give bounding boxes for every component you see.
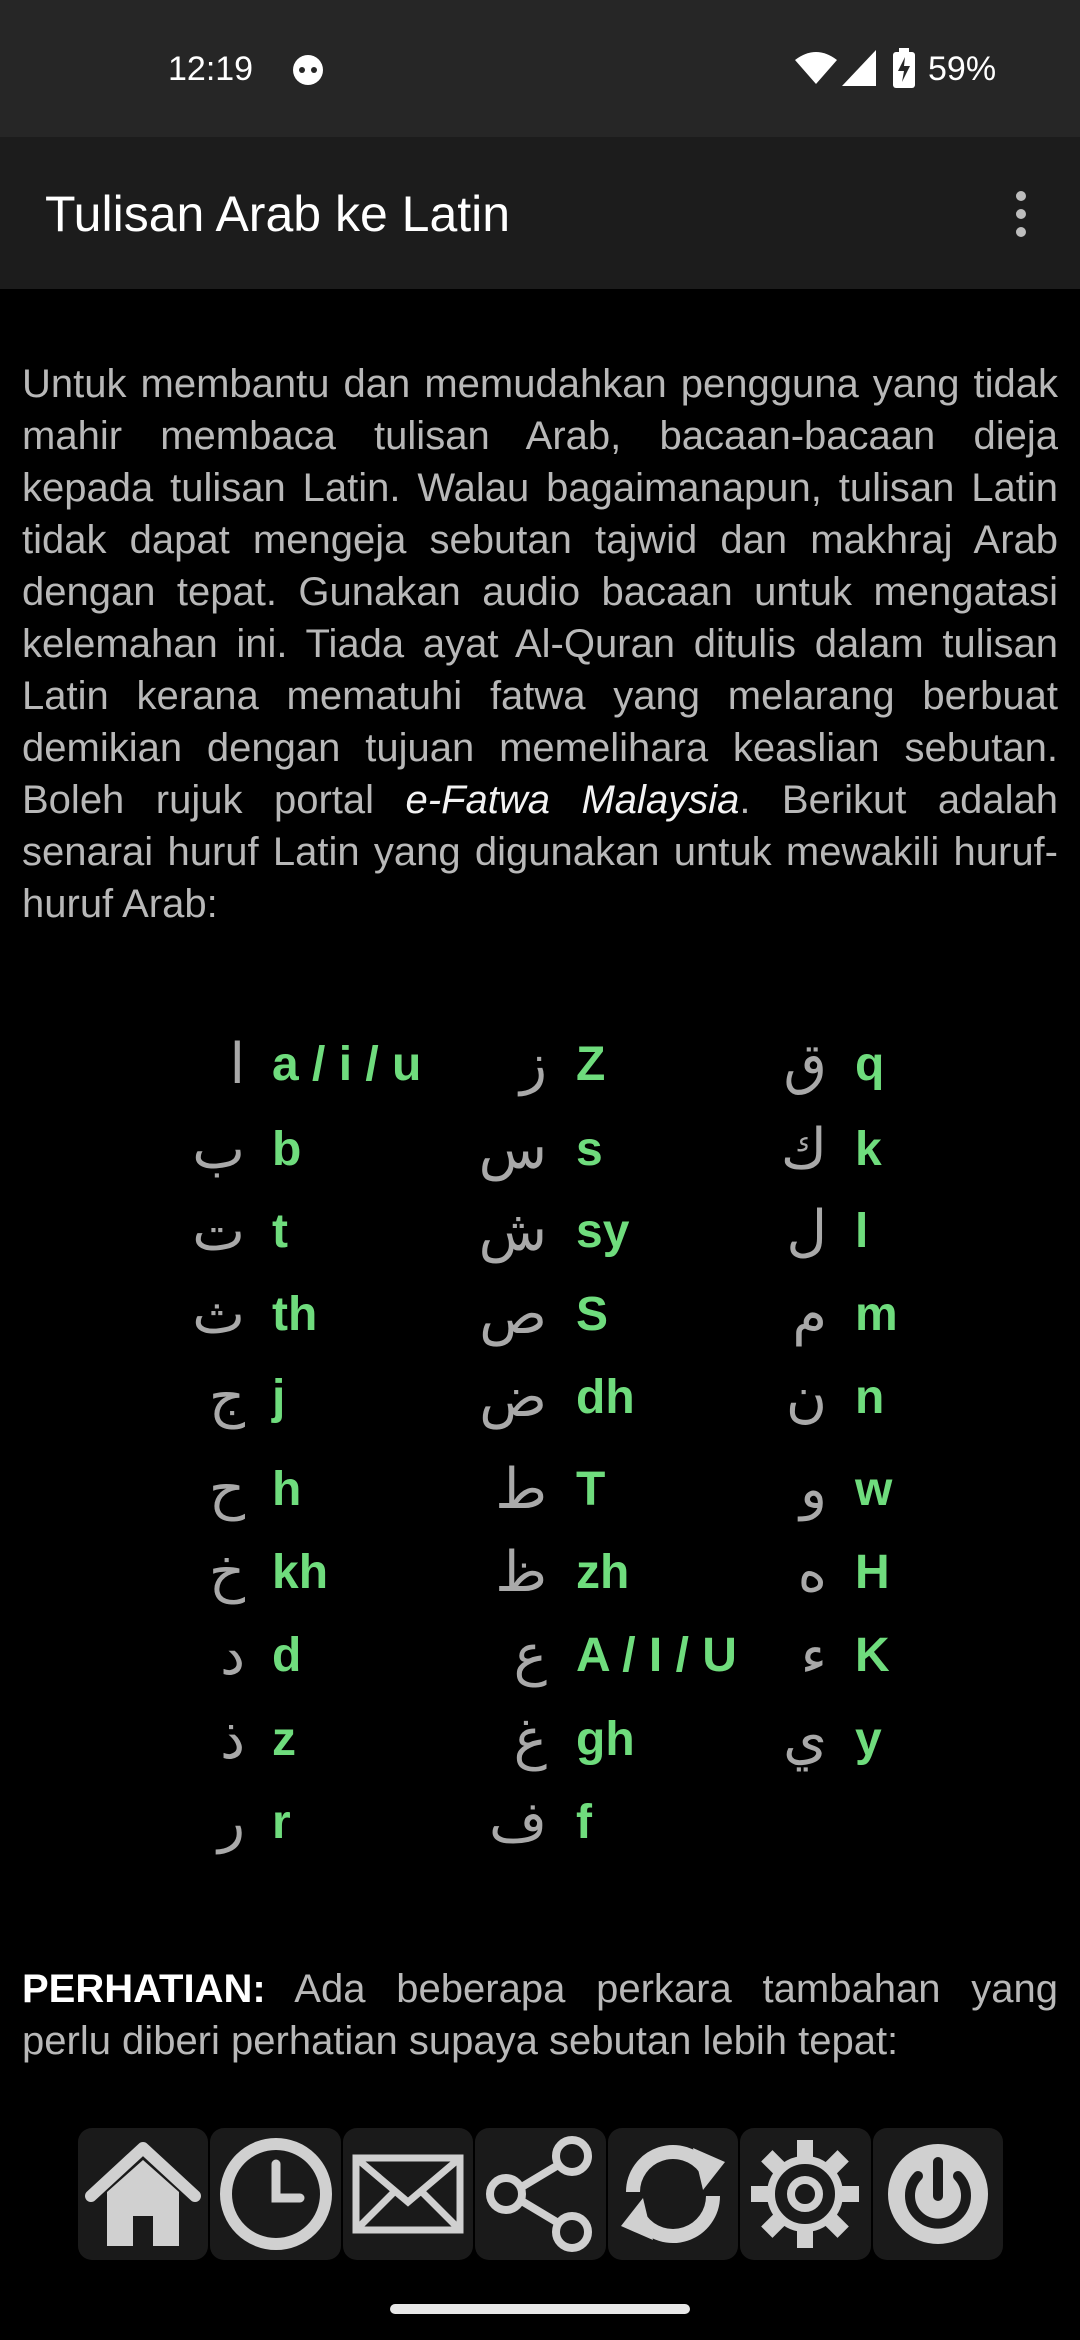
latin-equivalent: j — [272, 1371, 286, 1424]
arabic-letter: ش — [478, 1199, 547, 1264]
latin-equivalent: S — [576, 1288, 609, 1341]
attention-text: Ada beberapa perkara tambahan yang perlu diberi perhatian supaya sebutan lebih tepat: — [22, 1967, 1058, 2063]
latin-equivalent: b — [272, 1123, 302, 1176]
arabic-letter: د — [220, 1623, 245, 1688]
arabic-letter: ذ — [220, 1707, 245, 1772]
latin-equivalent: w — [855, 1463, 893, 1516]
latin-equivalent: r — [272, 1796, 291, 1849]
latin-equivalent: l — [855, 1205, 869, 1258]
status-time: 12:19 — [168, 50, 254, 88]
refresh-icon — [613, 2134, 733, 2254]
arabic-letter: غ — [513, 1707, 547, 1772]
arabic-letter: ل — [786, 1199, 827, 1264]
exit-button[interactable] — [873, 2128, 1003, 2260]
latin-equivalent: gh — [576, 1713, 635, 1766]
arabic-letter: ث — [192, 1282, 245, 1347]
intro-paragraph — [22, 358, 1058, 930]
battery-percentage: 59% — [928, 50, 997, 88]
latin-equivalent: k — [855, 1123, 882, 1176]
latin-equivalent: A / I / U — [576, 1629, 737, 1682]
arabic-letter: ه — [797, 1540, 827, 1605]
home-icon — [83, 2134, 203, 2254]
latin-equivalent: T — [576, 1463, 606, 1516]
latin-equivalent: H — [855, 1546, 890, 1599]
arabic-letter: ر — [217, 1790, 245, 1855]
settings-button[interactable] — [740, 2128, 870, 2260]
gesture-nav-bar[interactable] — [390, 2304, 690, 2314]
share-button[interactable] — [475, 2128, 605, 2260]
latin-equivalent: q — [855, 1038, 885, 1091]
mail-icon — [348, 2134, 468, 2254]
mail-button[interactable] — [343, 2128, 473, 2260]
share-icon — [480, 2134, 600, 2254]
history-button[interactable] — [210, 2128, 340, 2260]
latin-equivalent: zh — [576, 1546, 630, 1599]
latin-equivalent: d — [272, 1629, 302, 1682]
latin-equivalent: th — [272, 1288, 318, 1341]
refresh-button[interactable] — [608, 2128, 738, 2260]
bottom-toolbar — [78, 2128, 1003, 2260]
arabic-letter: ب — [192, 1117, 245, 1182]
latin-equivalent: dh — [576, 1371, 635, 1424]
latin-equivalent: t — [272, 1205, 288, 1258]
cellular-signal-icon — [842, 50, 876, 86]
status-bar — [0, 0, 1080, 137]
latin-equivalent: s — [576, 1123, 603, 1176]
arabic-letter: ز — [519, 1032, 547, 1097]
arabic-letter: ي — [783, 1707, 827, 1772]
latin-equivalent: y — [855, 1713, 882, 1766]
latin-equivalent: f — [576, 1796, 592, 1849]
arabic-letter: ف — [488, 1790, 547, 1855]
wifi-icon — [795, 52, 837, 86]
battery-charging-icon — [892, 48, 916, 88]
arabic-letter: س — [478, 1117, 547, 1182]
latin-equivalent: n — [855, 1371, 885, 1424]
latin-equivalent: z — [272, 1713, 296, 1766]
arabic-letter: ح — [208, 1457, 245, 1522]
arabic-letter: ت — [192, 1199, 245, 1264]
arabic-letter: ء — [800, 1623, 827, 1688]
arabic-letter: ق — [783, 1032, 827, 1097]
arabic-letter: ض — [479, 1365, 547, 1430]
latin-equivalent: sy — [576, 1205, 630, 1258]
latin-equivalent: K — [855, 1629, 890, 1682]
arabic-letter: م — [792, 1282, 827, 1347]
attention-paragraph — [22, 1963, 1058, 2067]
arabic-letter: ن — [785, 1365, 827, 1430]
arabic-letter: ط — [495, 1457, 547, 1522]
settings-icon — [745, 2134, 865, 2254]
power-icon — [878, 2134, 998, 2254]
efatwa-link[interactable]: e-Fatwa Malaysia — [405, 778, 740, 822]
latin-equivalent: Z — [576, 1038, 606, 1091]
latin-equivalent: kh — [272, 1546, 329, 1599]
arabic-letter: و — [799, 1457, 827, 1522]
intro-text-end: . Berikut adalah senarai huruf Latin yang digunakan untuk mewakili huruf-huruf Arab: — [22, 778, 1059, 926]
arabic-letter: ص — [479, 1282, 547, 1347]
arabic-letter: ج — [208, 1365, 245, 1430]
latin-equivalent: m — [855, 1288, 898, 1341]
latin-equivalent: a / i / u — [272, 1038, 422, 1091]
intro-text: Untuk membantu dan memudahkan pengguna yang tidak mahir membaca tulisan Arab, bacaan-bacaan dieja kepada tulisan Latin. Walau bagaimanapun, tulisan Latin tidak dapat mengeja sebutan tajwid dan makhraj Arab dengan tepat. Gunakan audio bacaan untuk mengatasi kelemahan ini. Tiada ayat Al-Quran ditulis dalam tulisan Latin kerana mematuhi fatwa yang melarang berbuat demikian dengan tujuan memelihara keaslian sebutan. Boleh rujuk portal — [22, 362, 1058, 822]
arabic-letter: ك — [780, 1117, 827, 1182]
arabic-letter: ظ — [495, 1540, 547, 1605]
attention-label: PERHATIAN: — [22, 1967, 266, 2011]
arabic-letter: ا — [229, 1032, 245, 1097]
arabic-letter: ع — [513, 1623, 547, 1688]
page-title: Tulisan Arab ke Latin — [45, 186, 511, 242]
arabic-letter: خ — [208, 1540, 245, 1605]
overflow-menu-icon[interactable] — [1006, 189, 1036, 239]
app-bar — [0, 137, 1080, 289]
clock-icon — [216, 2134, 336, 2254]
latin-equivalent: h — [272, 1463, 302, 1516]
home-button[interactable] — [78, 2128, 208, 2260]
app-notification-icon — [291, 53, 325, 87]
